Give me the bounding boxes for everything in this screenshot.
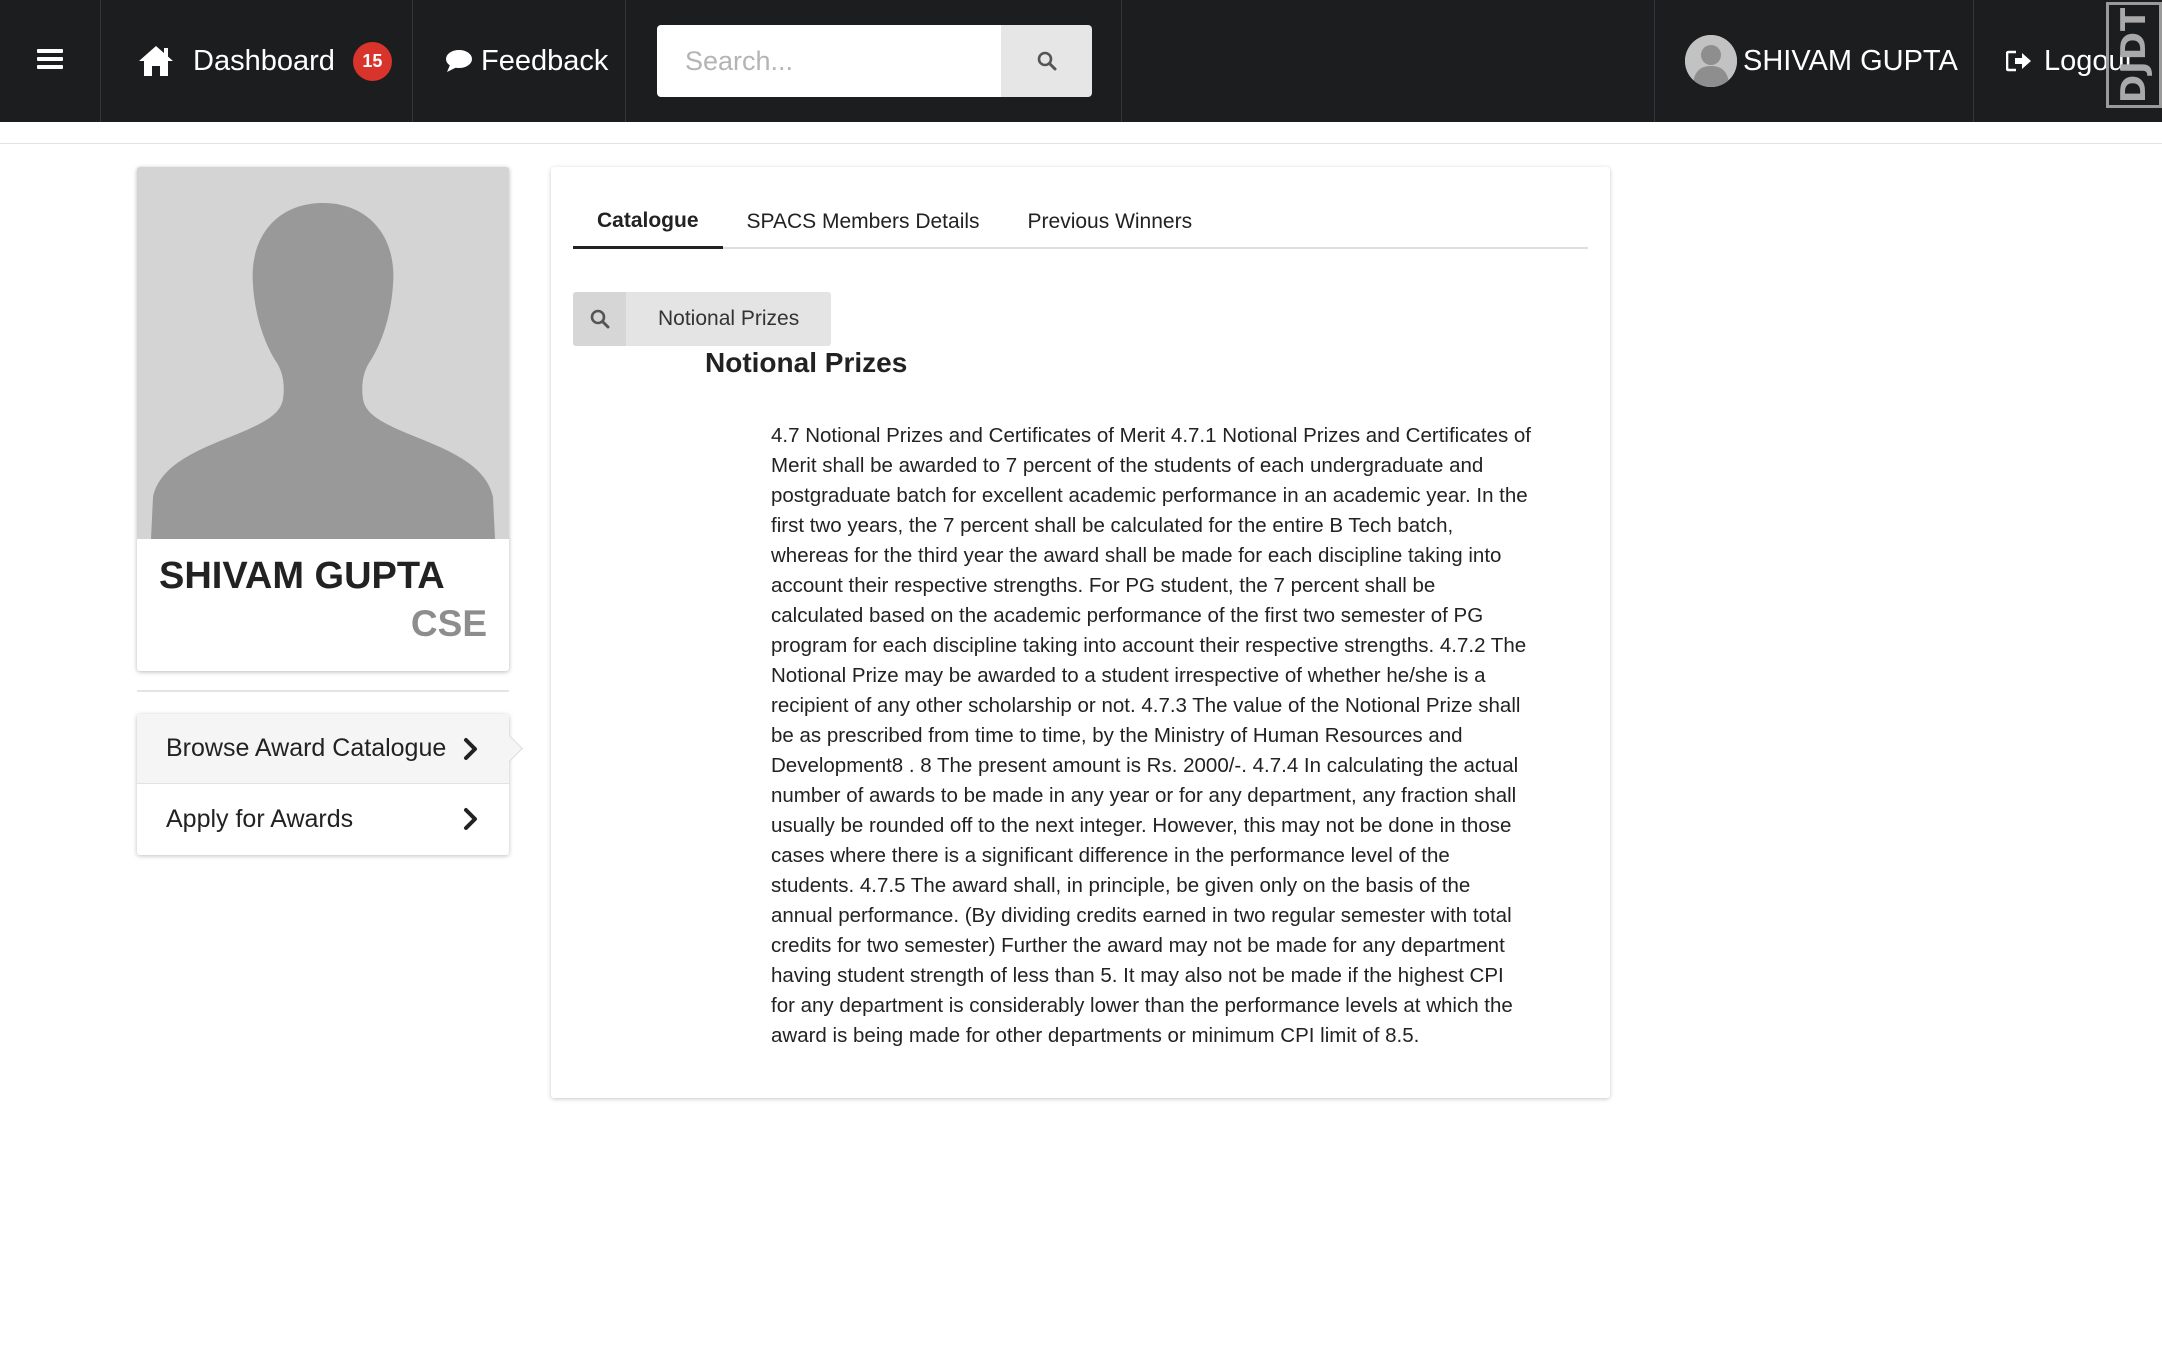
user-menu[interactable] — [1655, 0, 1974, 122]
award-title: Notional Prizes — [705, 347, 908, 378]
tab-spacs-members-details[interactable]: SPACS Members Details — [746, 210, 980, 233]
tab-bar — [573, 195, 1588, 249]
profile-department: CSE — [410, 603, 487, 644]
sidebar-item-apply-for-awards[interactable] — [137, 784, 509, 854]
search-input[interactable] — [657, 25, 1001, 97]
avatar-icon — [1685, 35, 1737, 87]
hamburger-icon — [37, 48, 63, 75]
tab-previous-winners[interactable]: Previous Winners — [1027, 210, 1193, 233]
search-box — [657, 25, 1092, 97]
debug-toolbar-label: DJDT — [2114, 6, 2155, 104]
sidebar-nav — [137, 714, 509, 855]
menu-toggle-button[interactable] — [0, 0, 101, 122]
home-icon — [137, 44, 175, 78]
chevron-right-icon — [463, 807, 479, 831]
search-icon — [573, 292, 626, 346]
dashboard-label: Dashboard — [193, 44, 335, 77]
feedback-label: Feedback — [481, 44, 609, 77]
main-panel — [551, 167, 1610, 1098]
award-description: 4.7 Notional Prizes and Certificates of Merit 4.7.1 Notional Prizes and Certificates of Merit shall be awarded to 7 percent of the students of each undergraduate and postgraduate batch for excellent academic performance in an academic year. In the first two years, the 7 percent shall be calculated for the entire B Tech batch, whereas for the third year the award shall be made for each discipline taking into account their respective strengths. For PG student, the 7 percent shall be calculated based on the academic performance of the first two semester of PG program for each discipline taking into account their respective strengths. 4.7.2 The Notional Prize may be awarded to a student irrespective of whether he/she is a recipient of any other scholarship or not. 4.7.3 The value of the Notional Prize shall be as prescribed from time to time, by the Ministry of Human Resources and Development8 . 8 The present amount is Rs. 2000/-. 4.7.4 In calculating the actual number of awards to be made in any year or for any department, any fraction shall usually be rounded off to the next integer. However, this may not be done in those cases where there is a significant difference in the performance level of the students. 4.7.5 The award shall, in principle, be given only on the basis of the annual performance. (By dividing credits earned in two regular semester with total credits for two semester) Further the award may not be made for any department having student strength of less than 5. It may also not be made if the highest CPI for any department is considerably lower than the performance levels at which the award is being made for other departments or minimum CPI limit of 8.5. — [771, 424, 1531, 1047]
search-icon — [1037, 51, 1057, 71]
sign-out-icon — [2006, 50, 2032, 72]
speech-bubble-icon — [445, 49, 473, 73]
sidebar-item-label: Browse Award Catalogue — [166, 734, 447, 762]
award-filter-chip[interactable] — [573, 292, 831, 346]
profile-card — [137, 167, 509, 671]
dashboard-link[interactable] — [101, 0, 413, 122]
debug-toolbar-toggle[interactable] — [2106, 2, 2162, 108]
chevron-right-icon — [463, 737, 479, 761]
award-filter-label: Notional Prizes — [658, 307, 800, 330]
feedback-link[interactable] — [413, 0, 626, 122]
user-name: SHIVAM GUPTA — [1743, 44, 1958, 77]
sidebar-item-label: Apply for Awards — [166, 804, 354, 833]
notification-badge: 15 — [353, 42, 392, 81]
sidebar-divider — [137, 690, 509, 692]
profile-photo-placeholder — [137, 167, 509, 539]
top-navbar — [0, 0, 2162, 122]
sidebar-item-browse-award-catalogue[interactable] — [137, 714, 509, 784]
profile-name: SHIVAM GUPTA — [159, 555, 445, 597]
search-container — [626, 0, 1122, 122]
logout-label: Logout — [2044, 44, 2133, 77]
tab-catalogue[interactable]: Catalogue — [573, 195, 723, 249]
search-button[interactable] — [1001, 25, 1092, 97]
navbar-spacer — [1122, 0, 1655, 122]
header-divider — [0, 143, 2162, 144]
